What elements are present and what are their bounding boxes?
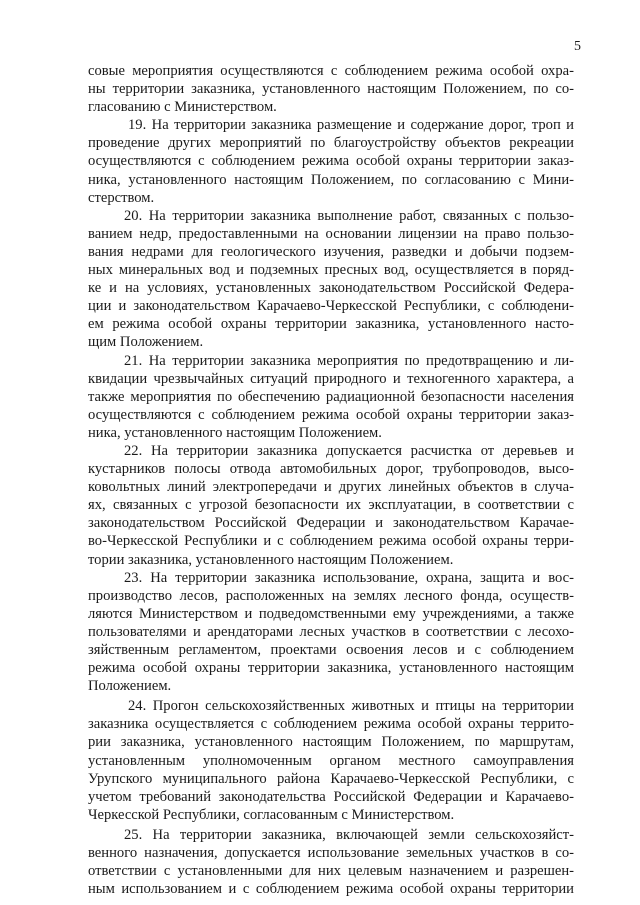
text-line: венного назначения, допускается использование земельных участков в со- (88, 845, 574, 862)
text-line: пользователями и арендаторами лесных участков в соответствии с лесохо- (88, 623, 574, 640)
paragraph-19 (88, 116, 574, 206)
document-body (88, 62, 574, 898)
text-line: стерством. (88, 189, 155, 206)
text-line: 24. Прогон сельскохозяйственных животных и птицы на территории (128, 698, 574, 715)
text-line: Черкесской Республики, согласованным с Министерством. (88, 806, 455, 823)
text-line: 22. На территории заказника допускается расчистка от деревьев и (124, 442, 574, 459)
text-line: проведение других мероприятий по благоустройству объектов рекреации (88, 135, 574, 152)
text-line: ем режима особой охраны территории заказника, установленного насто- (88, 316, 574, 333)
text-line: ции и законодательством Карачаево-Черкесской Республики, с соблюдени- (88, 298, 574, 315)
text-line: кустарников полосы отвода автомобильных дорог, трубопроводов, высо- (88, 461, 574, 478)
text-line: учетом требований законодательства Российской Федерации и Карачаево- (88, 788, 574, 805)
text-line: 21. На территории заказника мероприятия по предотвращению и ли- (124, 352, 574, 369)
text-line: Положением. (88, 678, 172, 695)
text-line: осуществляются с соблюдением режима особой охраны территории заказ- (88, 153, 574, 170)
paragraph-25 (88, 826, 574, 898)
text-line: режима особой охраны территории заказника, установленного настоящим (88, 660, 574, 677)
paragraph-21 (88, 352, 574, 442)
text-line: ке и на условиях, установленных законодательством Российской Федера- (88, 280, 574, 297)
paragraph-continuation (88, 62, 574, 116)
text-line: законодательством Российской Федерации и законодательством Карачае- (88, 515, 574, 532)
text-line: установленным уполномоченным органом местного самоуправления (88, 752, 574, 769)
text-line: осуществляются с соблюдением режима особой охраны территории заказ- (88, 406, 574, 423)
text-line: совые мероприятия осуществляются с соблюдением режима особой охра- (88, 63, 574, 79)
text-line: ях, связанных с угрозой безопасности их эксплуатации, в соответствии с (88, 497, 574, 514)
text-line: щим Положением. (88, 334, 204, 351)
text-line: ных минеральных вод и подземных пресных вод, осуществляется в поряд- (88, 262, 574, 279)
text-line: 20. На территории заказника выполнение работ, связанных с пользо- (124, 207, 574, 224)
text-line: 19. На территории заказника размещение и содержание дорог, троп и (128, 117, 574, 134)
text-line: 25. На территории заказника, включающей земли сельскохозяйст- (124, 826, 574, 843)
text-line: ны территории заказника, установленного настоящим Положением, по со- (88, 81, 574, 98)
text-line: ника, установленного настоящим Положением. (88, 424, 382, 441)
paragraph-20 (88, 207, 574, 352)
text-line: вания недрами для геологического изучения, разведки и добычи подзем- (88, 243, 574, 260)
text-line: ковольтных линий электропередачи и других линейных объектов в случа- (88, 479, 574, 496)
text-line: зяйственным регламентом, проектами освоения лесов и с соблюдением (88, 642, 574, 658)
text-line: ника, установленного настоящим Положением, по согласованию с Мини- (88, 171, 574, 188)
text-line: 23. На территории заказника использование, охрана, защита и вос- (124, 569, 574, 586)
text-line: Урупского муниципального района Карачаево-Черкесской Республики, с (88, 770, 574, 787)
text-line: гласованию с Министерством. (88, 99, 277, 116)
text-line: производство лесов, расположенных на землях лесного фонда, осуществ- (88, 587, 574, 604)
text-line: также мероприятия по обеспечению радиационной безопасности населения (88, 388, 574, 405)
text-line: заказника осуществляется с соблюдением режима особой охраны террито- (88, 716, 574, 733)
paragraph-22 (88, 442, 574, 569)
text-line: ляются Министерством и подведомственными ему учреждениями, а также (88, 605, 574, 622)
text-line: ванием недр, предоставленными на основании лицензии на право пользо- (88, 225, 574, 242)
paragraph-24 (88, 697, 574, 824)
text-line: квидации чрезвычайных ситуаций природного и техногенного характера, а (88, 370, 574, 387)
text-line: рии заказника, установленного настоящим Положением, по маршрутам, (88, 734, 574, 751)
text-line: тории заказника, установленного настоящим Положением. (88, 551, 454, 568)
text-line: ным использованием и с соблюдением режима особой охраны территории (88, 881, 574, 898)
text-line: ответствии с установленными для них целевым назначением и разрешен- (88, 863, 574, 880)
text-line: во-Черкесской Республики и с соблюдением режима особой охраны терри- (88, 533, 574, 550)
page-number: 5 (574, 39, 581, 54)
paragraph-23 (88, 569, 574, 696)
